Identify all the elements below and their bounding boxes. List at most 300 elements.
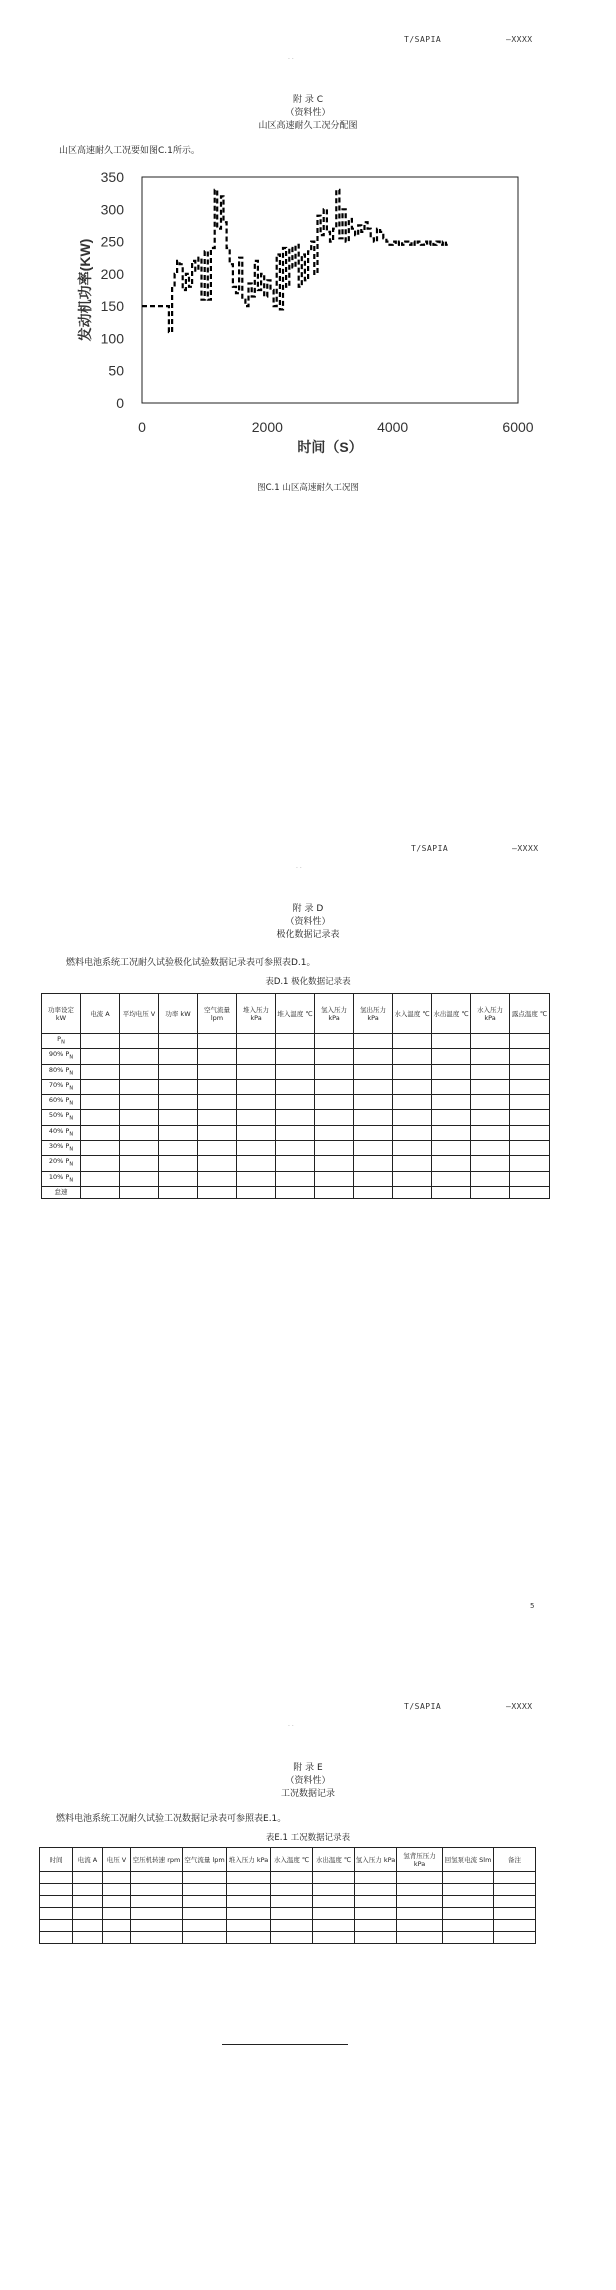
table-cell[interactable] xyxy=(354,1049,393,1064)
table-cell[interactable] xyxy=(313,1884,355,1896)
table-cell[interactable] xyxy=(73,1908,103,1920)
table-cell[interactable] xyxy=(120,1171,159,1186)
table-e-column-header: 空压机转速 rpm xyxy=(131,1848,183,1872)
table-cell[interactable] xyxy=(354,1079,393,1094)
table-cell[interactable] xyxy=(198,1034,237,1049)
operating-data-table xyxy=(39,1847,536,1944)
table-cell[interactable] xyxy=(81,1034,120,1049)
table-cell[interactable] xyxy=(271,1884,313,1896)
table-cell[interactable] xyxy=(159,1110,198,1125)
table-cell[interactable] xyxy=(354,1141,393,1156)
table-cell[interactable] xyxy=(73,1896,103,1908)
table-cell[interactable] xyxy=(393,1171,432,1186)
power-setting-cell: 怠速 xyxy=(42,1186,81,1198)
table-row xyxy=(42,1034,550,1049)
table-cell[interactable] xyxy=(354,1064,393,1079)
table-cell[interactable] xyxy=(237,1141,276,1156)
table-cell[interactable] xyxy=(393,1156,432,1171)
table-cell[interactable] xyxy=(81,1156,120,1171)
appendix-e-nature: （资料性） xyxy=(285,1776,331,1786)
table-cell[interactable] xyxy=(443,1920,494,1932)
table-cell[interactable] xyxy=(354,1034,393,1049)
table-d-column-header: 电流 A xyxy=(81,994,120,1034)
table-cell[interactable] xyxy=(354,1171,393,1186)
table-row xyxy=(42,1079,550,1094)
table-cell[interactable] xyxy=(397,1908,443,1920)
appendix-d-name: 极化数据记录表 xyxy=(276,930,340,940)
table-cell[interactable] xyxy=(397,1872,443,1884)
table-cell[interactable] xyxy=(81,1171,120,1186)
table-cell[interactable] xyxy=(40,1932,73,1944)
table-cell[interactable] xyxy=(510,1034,550,1049)
table-cell[interactable] xyxy=(471,1171,510,1186)
table-cell[interactable] xyxy=(159,1186,198,1198)
table-cell[interactable] xyxy=(315,1110,354,1125)
table-cell[interactable] xyxy=(355,1872,397,1884)
page-number: 5 xyxy=(530,1602,535,1610)
table-cell[interactable] xyxy=(471,1049,510,1064)
table-e1-caption: 表E.1 工况数据记录表 xyxy=(265,1833,351,1843)
table-row xyxy=(40,1872,536,1884)
table-e-column-header: 氢入压力 kPa xyxy=(355,1848,397,1872)
table-cell[interactable] xyxy=(355,1932,397,1944)
table-cell[interactable] xyxy=(276,1110,315,1125)
table-cell[interactable] xyxy=(198,1186,237,1198)
table-cell[interactable] xyxy=(120,1125,159,1140)
table-cell[interactable] xyxy=(276,1125,315,1140)
table-cell[interactable] xyxy=(237,1171,276,1186)
table-cell[interactable] xyxy=(315,1156,354,1171)
appendix-e-title: 附 录 E xyxy=(293,1763,323,1773)
table-cell[interactable] xyxy=(494,1920,536,1932)
y-tick-label: 300 xyxy=(100,201,124,218)
table-e-column-header: 水出温度 ℃ xyxy=(313,1848,355,1872)
table-cell[interactable] xyxy=(103,1896,131,1908)
table-cell[interactable] xyxy=(40,1884,73,1896)
power-setting-cell: 30% $P_N$ xyxy=(42,1141,81,1156)
table-cell[interactable] xyxy=(393,1110,432,1125)
table-cell[interactable] xyxy=(159,1049,198,1064)
table-cell[interactable] xyxy=(494,1932,536,1944)
table-cell[interactable] xyxy=(81,1110,120,1125)
table-cell[interactable] xyxy=(276,1171,315,1186)
power-setting-cell: 70% $P_N$ xyxy=(42,1079,81,1094)
table-cell[interactable] xyxy=(393,1064,432,1079)
table-cell[interactable] xyxy=(73,1872,103,1884)
table-d-column-header: 堆入温度 ℃ xyxy=(276,994,315,1034)
table-cell[interactable] xyxy=(393,1034,432,1049)
table-cell[interactable] xyxy=(432,1156,471,1171)
table-cell[interactable] xyxy=(354,1156,393,1171)
table-cell[interactable] xyxy=(443,1884,494,1896)
table-cell[interactable] xyxy=(315,1141,354,1156)
table-cell[interactable] xyxy=(276,1186,315,1198)
table-cell[interactable] xyxy=(510,1171,550,1186)
table-cell[interactable] xyxy=(237,1049,276,1064)
table-row xyxy=(42,1095,550,1110)
table-cell[interactable] xyxy=(131,1872,183,1884)
table-cell[interactable] xyxy=(315,1095,354,1110)
table-cell[interactable] xyxy=(393,1125,432,1140)
table-cell[interactable] xyxy=(354,1125,393,1140)
table-cell[interactable] xyxy=(198,1141,237,1156)
table-row xyxy=(42,1064,550,1079)
table-cell[interactable] xyxy=(510,1125,550,1140)
table-cell[interactable] xyxy=(276,1034,315,1049)
power-setting-cell: $P_N$ xyxy=(42,1034,81,1049)
table-cell[interactable] xyxy=(432,1049,471,1064)
appendix-d-title: 附 录 D xyxy=(292,904,324,914)
header-number-d: —XXXX xyxy=(512,844,539,853)
table-cell[interactable] xyxy=(432,1079,471,1094)
table-cell[interactable] xyxy=(237,1095,276,1110)
x-axis-label: 时间（S） xyxy=(297,439,363,455)
table-cell[interactable] xyxy=(198,1095,237,1110)
y-tick-label: 350 xyxy=(100,169,124,185)
table-cell[interactable] xyxy=(313,1920,355,1932)
table-e-column-header: 电压 V xyxy=(103,1848,131,1872)
table-cell[interactable] xyxy=(81,1186,120,1198)
table-cell[interactable] xyxy=(227,1884,271,1896)
table-d-column-header: 平均电压 V xyxy=(120,994,159,1034)
table-e-column-header: 氢背压压力 kPa xyxy=(397,1848,443,1872)
table-row xyxy=(40,1896,536,1908)
table-row xyxy=(40,1908,536,1920)
table-cell[interactable] xyxy=(103,1932,131,1944)
figure-c1-caption: 图C.1 山区高速耐久工况图 xyxy=(257,483,359,493)
table-cell[interactable] xyxy=(73,1932,103,1944)
header-dots: · · xyxy=(288,56,294,63)
table-cell[interactable] xyxy=(510,1156,550,1171)
table-cell[interactable] xyxy=(227,1932,271,1944)
table-cell[interactable] xyxy=(120,1034,159,1049)
table-cell[interactable] xyxy=(237,1079,276,1094)
table-cell[interactable] xyxy=(315,1079,354,1094)
table-cell[interactable] xyxy=(81,1049,120,1064)
header-number-e: —XXXX xyxy=(506,1702,533,1711)
power-setting-cell: 60% $P_N$ xyxy=(42,1095,81,1110)
table-cell[interactable] xyxy=(471,1034,510,1049)
table-cell[interactable] xyxy=(159,1034,198,1049)
table-cell[interactable] xyxy=(183,1932,227,1944)
header-standard-e: T/SAPIA xyxy=(404,1702,442,1711)
table-e-column-header: 时间 xyxy=(40,1848,73,1872)
table-cell[interactable] xyxy=(354,1186,393,1198)
table-cell[interactable] xyxy=(271,1920,313,1932)
table-cell[interactable] xyxy=(40,1920,73,1932)
power-setting-cell: 80% $P_N$ xyxy=(42,1064,81,1079)
table-cell[interactable] xyxy=(103,1920,131,1932)
power-time-chart xyxy=(60,160,560,470)
table-cell[interactable] xyxy=(432,1110,471,1125)
table-row xyxy=(42,1186,550,1198)
plot-area xyxy=(142,177,518,403)
table-cell[interactable] xyxy=(103,1908,131,1920)
table-cell[interactable] xyxy=(131,1884,183,1896)
table-cell[interactable] xyxy=(315,1034,354,1049)
table-cell[interactable] xyxy=(120,1141,159,1156)
table-cell[interactable] xyxy=(313,1872,355,1884)
table-cell[interactable] xyxy=(510,1064,550,1079)
table-cell[interactable] xyxy=(183,1920,227,1932)
table-cell[interactable] xyxy=(159,1141,198,1156)
table-cell[interactable] xyxy=(471,1141,510,1156)
table-e-column-header: 电流 A xyxy=(73,1848,103,1872)
table-row xyxy=(40,1884,536,1896)
table-cell[interactable] xyxy=(443,1932,494,1944)
x-tick-label: 2000 xyxy=(251,419,283,435)
table-e-column-header: 空气流量 lpm xyxy=(183,1848,227,1872)
table-cell[interactable] xyxy=(471,1156,510,1171)
table-cell[interactable] xyxy=(120,1079,159,1094)
table-cell[interactable] xyxy=(159,1156,198,1171)
table-cell[interactable] xyxy=(313,1932,355,1944)
table-cell[interactable] xyxy=(237,1110,276,1125)
table-cell[interactable] xyxy=(432,1064,471,1079)
table-cell[interactable] xyxy=(198,1110,237,1125)
y-tick-label: 100 xyxy=(100,330,124,347)
table-cell[interactable] xyxy=(237,1156,276,1171)
appendix-d-intro: 燃料电池系统工况耐久试验极化试验数据记录表可参照表D.1。 xyxy=(66,958,316,968)
table-cell[interactable] xyxy=(120,1186,159,1198)
appendix-c-name: 山区高速耐久工况分配图 xyxy=(258,121,358,131)
table-cell[interactable] xyxy=(131,1896,183,1908)
header-dots-d: · · xyxy=(296,865,302,872)
table-d-column-header: 氢入压力 kPa xyxy=(315,994,354,1034)
polarization-data-table xyxy=(41,993,550,1199)
table-cell[interactable] xyxy=(397,1884,443,1896)
table-cell[interactable] xyxy=(159,1125,198,1140)
power-series-line xyxy=(142,190,449,332)
table-d-column-header: 功率 kW xyxy=(159,994,198,1034)
table-cell[interactable] xyxy=(443,1872,494,1884)
table-cell[interactable] xyxy=(40,1872,73,1884)
appendix-e-name: 工况数据记录 xyxy=(280,1789,335,1799)
table-cell[interactable] xyxy=(40,1908,73,1920)
power-setting-cell: 10% $P_N$ xyxy=(42,1171,81,1186)
y-axis-label: 发动机功率(KW) xyxy=(77,238,93,342)
table-cell[interactable] xyxy=(237,1125,276,1140)
table-cell[interactable] xyxy=(276,1079,315,1094)
table-cell[interactable] xyxy=(393,1186,432,1198)
table-cell[interactable] xyxy=(397,1920,443,1932)
table-cell[interactable] xyxy=(198,1156,237,1171)
table-cell[interactable] xyxy=(471,1125,510,1140)
table-cell[interactable] xyxy=(510,1110,550,1125)
table-cell[interactable] xyxy=(443,1908,494,1920)
table-cell[interactable] xyxy=(432,1186,471,1198)
table-cell[interactable] xyxy=(120,1049,159,1064)
table-cell[interactable] xyxy=(159,1079,198,1094)
table-cell[interactable] xyxy=(276,1049,315,1064)
table-cell[interactable] xyxy=(159,1171,198,1186)
table-cell[interactable] xyxy=(432,1125,471,1140)
table-cell[interactable] xyxy=(510,1095,550,1110)
table-cell[interactable] xyxy=(393,1141,432,1156)
table-cell[interactable] xyxy=(237,1034,276,1049)
table-cell[interactable] xyxy=(397,1896,443,1908)
table-cell[interactable] xyxy=(227,1896,271,1908)
x-tick-label: 0 xyxy=(138,419,146,435)
table-cell[interactable] xyxy=(183,1908,227,1920)
table-d-column-header: 氢出压力 kPa xyxy=(354,994,393,1034)
table-cell[interactable] xyxy=(354,1110,393,1125)
table-cell[interactable] xyxy=(276,1064,315,1079)
table-cell[interactable] xyxy=(494,1872,536,1884)
table-cell[interactable] xyxy=(183,1884,227,1896)
table-cell[interactable] xyxy=(315,1125,354,1140)
table-cell[interactable] xyxy=(432,1141,471,1156)
table-cell[interactable] xyxy=(271,1872,313,1884)
table-cell[interactable] xyxy=(355,1896,397,1908)
power-setting-cell: 40% $P_N$ xyxy=(42,1125,81,1140)
header-standard-d: T/SAPIA xyxy=(411,844,449,853)
table-cell[interactable] xyxy=(271,1896,313,1908)
y-tick-label: 250 xyxy=(100,233,124,250)
end-line xyxy=(222,2044,348,2045)
table-cell[interactable] xyxy=(315,1171,354,1186)
table-cell[interactable] xyxy=(471,1095,510,1110)
table-d-column-header: 水出温度 ℃ xyxy=(432,994,471,1034)
table-cell[interactable] xyxy=(510,1049,550,1064)
table-cell[interactable] xyxy=(432,1095,471,1110)
table-e-column-header: 水入温度 ℃ xyxy=(271,1848,313,1872)
table-cell[interactable] xyxy=(355,1884,397,1896)
table-row xyxy=(42,1125,550,1140)
table-cell[interactable] xyxy=(271,1908,313,1920)
table-cell[interactable] xyxy=(81,1125,120,1140)
table-cell[interactable] xyxy=(276,1156,315,1171)
header-standard: T/SAPIA xyxy=(404,35,442,44)
y-tick-label: 50 xyxy=(108,362,124,379)
table-d-column-header: 水入温度 ℃ xyxy=(393,994,432,1034)
table-cell[interactable] xyxy=(432,1034,471,1049)
table-cell[interactable] xyxy=(198,1064,237,1079)
table-d-column-header: 露点温度 ℃ xyxy=(510,994,550,1034)
table-cell[interactable] xyxy=(131,1932,183,1944)
table-cell[interactable] xyxy=(198,1125,237,1140)
table-cell[interactable] xyxy=(120,1095,159,1110)
table-cell[interactable] xyxy=(313,1896,355,1908)
table-cell[interactable] xyxy=(276,1095,315,1110)
table-row xyxy=(42,1110,550,1125)
table-cell[interactable] xyxy=(393,1095,432,1110)
table-row xyxy=(40,1932,536,1944)
table-cell[interactable] xyxy=(355,1908,397,1920)
table-cell[interactable] xyxy=(183,1896,227,1908)
power-setting-cell: 20% $P_N$ xyxy=(42,1156,81,1171)
table-row xyxy=(40,1920,536,1932)
table-cell[interactable] xyxy=(198,1049,237,1064)
appendix-e-intro: 燃料电池系统工况耐久试验工况数据记录表可参照表E.1。 xyxy=(56,1814,287,1824)
table-cell[interactable] xyxy=(227,1908,271,1920)
table-cell[interactable] xyxy=(81,1079,120,1094)
table-cell[interactable] xyxy=(355,1920,397,1932)
table-d-column-header: 水入压力 kPa xyxy=(471,994,510,1034)
table-cell[interactable] xyxy=(73,1920,103,1932)
table-d-column-header: 功率设定 kW xyxy=(42,994,81,1034)
table-cell[interactable] xyxy=(510,1141,550,1156)
table-cell[interactable] xyxy=(510,1079,550,1094)
table-e-column-header: 回氢泵电流 Slm xyxy=(443,1848,494,1872)
table-cell[interactable] xyxy=(510,1186,550,1198)
table-cell[interactable] xyxy=(471,1186,510,1198)
table-cell[interactable] xyxy=(183,1872,227,1884)
table-row xyxy=(42,1141,550,1156)
table-cell[interactable] xyxy=(120,1110,159,1125)
table-row xyxy=(42,1171,550,1186)
table-cell[interactable] xyxy=(443,1896,494,1908)
table-cell[interactable] xyxy=(271,1932,313,1944)
table-cell[interactable] xyxy=(81,1141,120,1156)
table-cell[interactable] xyxy=(131,1920,183,1932)
table-cell[interactable] xyxy=(432,1171,471,1186)
appendix-c-nature: （资料性） xyxy=(285,108,331,118)
table-d1-caption: 表D.1 极化数据记录表 xyxy=(265,977,351,987)
x-tick-label: 4000 xyxy=(377,419,409,435)
header-dots-e: · · xyxy=(288,1723,294,1730)
table-cell[interactable] xyxy=(237,1064,276,1079)
table-cell[interactable] xyxy=(227,1872,271,1884)
header-number: —XXXX xyxy=(506,35,533,44)
power-setting-cell: 90% $P_N$ xyxy=(42,1049,81,1064)
table-cell[interactable] xyxy=(393,1079,432,1094)
table-cell[interactable] xyxy=(471,1064,510,1079)
table-cell[interactable] xyxy=(471,1110,510,1125)
table-cell[interactable] xyxy=(120,1156,159,1171)
table-cell[interactable] xyxy=(198,1079,237,1094)
table-cell[interactable] xyxy=(397,1932,443,1944)
appendix-c-intro: 山区高速耐久工况要如图C.1所示。 xyxy=(59,146,200,156)
table-cell[interactable] xyxy=(315,1049,354,1064)
table-e-column-header: 堆入压力 kPa xyxy=(227,1848,271,1872)
table-cell[interactable] xyxy=(40,1896,73,1908)
x-tick-label: 6000 xyxy=(502,419,534,435)
table-cell[interactable] xyxy=(393,1049,432,1064)
table-e-column-header: 备注 xyxy=(494,1848,536,1872)
table-cell[interactable] xyxy=(198,1171,237,1186)
table-cell[interactable] xyxy=(471,1079,510,1094)
table-cell[interactable] xyxy=(494,1896,536,1908)
table-cell[interactable] xyxy=(81,1095,120,1110)
table-cell[interactable] xyxy=(315,1186,354,1198)
table-cell[interactable] xyxy=(494,1908,536,1920)
table-cell[interactable] xyxy=(120,1064,159,1079)
appendix-d-nature: （资料性） xyxy=(285,917,331,927)
table-cell[interactable] xyxy=(313,1908,355,1920)
table-cell[interactable] xyxy=(103,1884,131,1896)
y-tick-label: 150 xyxy=(100,298,124,315)
table-cell[interactable] xyxy=(276,1141,315,1156)
table-cell[interactable] xyxy=(103,1872,131,1884)
y-tick-label: 0 xyxy=(116,395,124,411)
table-cell[interactable] xyxy=(131,1908,183,1920)
table-cell[interactable] xyxy=(315,1064,354,1079)
power-setting-cell: 50% $P_N$ xyxy=(42,1110,81,1125)
table-cell[interactable] xyxy=(73,1884,103,1896)
table-cell[interactable] xyxy=(494,1884,536,1896)
table-cell[interactable] xyxy=(159,1064,198,1079)
table-cell[interactable] xyxy=(159,1095,198,1110)
table-d-column-header: 空气流量 lpm xyxy=(198,994,237,1034)
table-row xyxy=(42,1049,550,1064)
table-cell[interactable] xyxy=(227,1920,271,1932)
table-cell[interactable] xyxy=(81,1064,120,1079)
appendix-c-title: 附 录 C xyxy=(292,95,323,105)
table-cell[interactable] xyxy=(237,1186,276,1198)
table-cell[interactable] xyxy=(354,1095,393,1110)
table-row xyxy=(42,1156,550,1171)
